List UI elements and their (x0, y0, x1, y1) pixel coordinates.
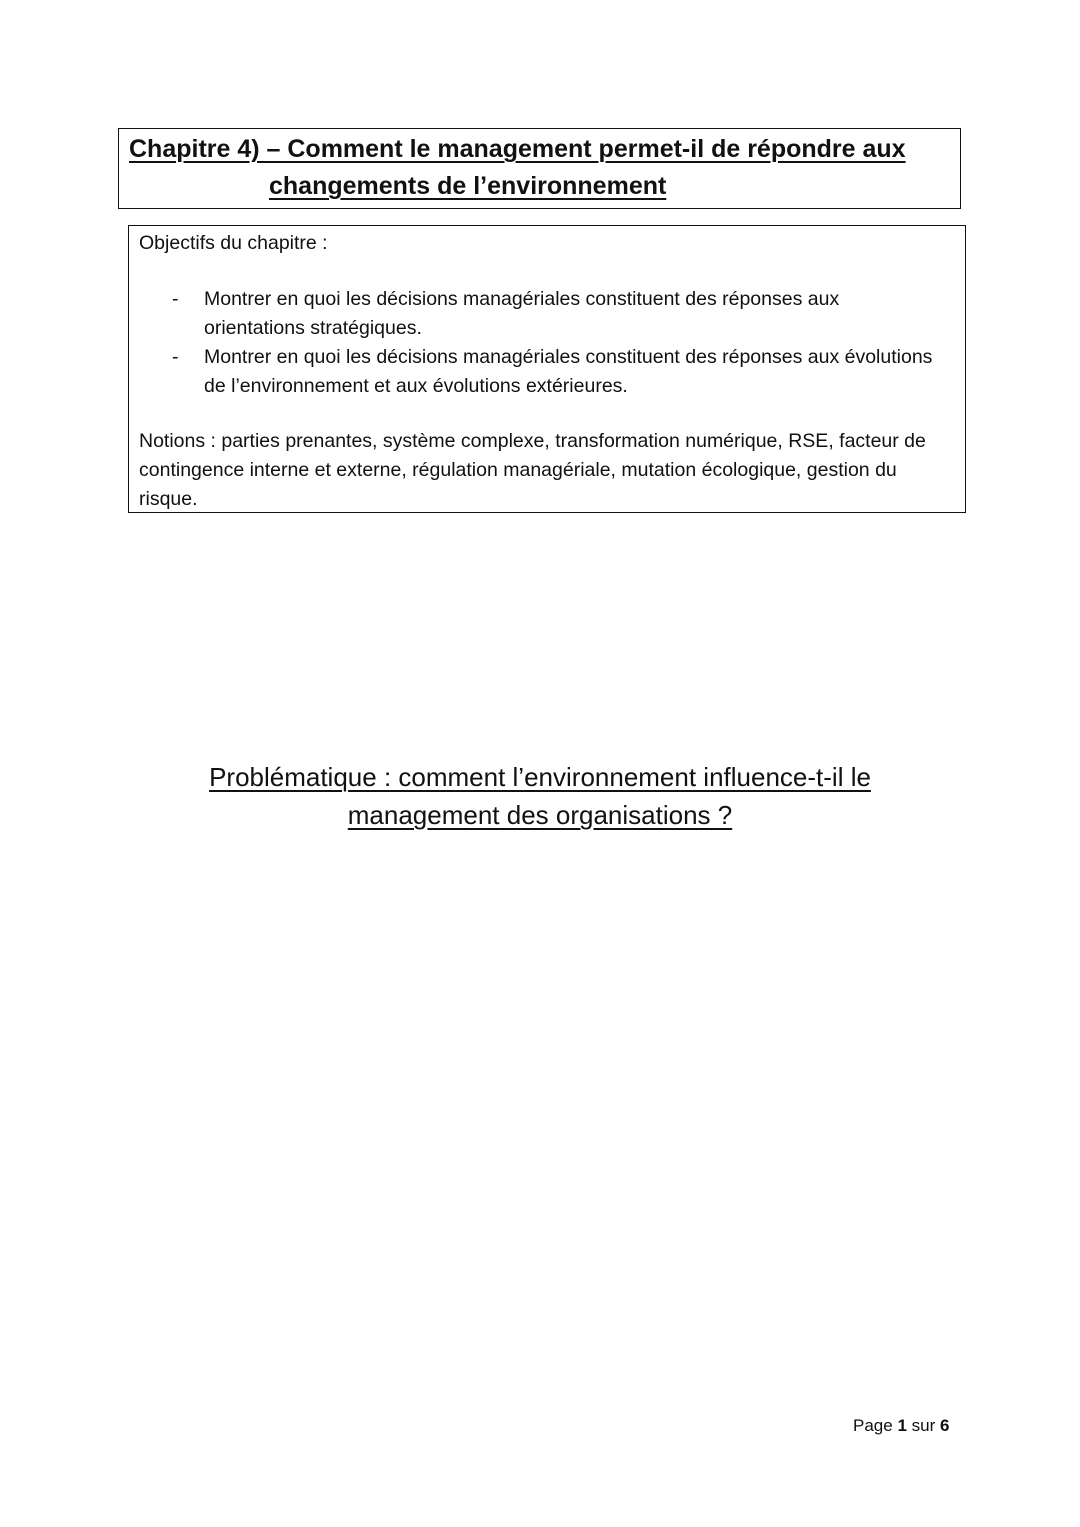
chapter-title-line-2: changements de l’environnement (269, 172, 667, 200)
objective-text: Montrer en quoi les décisions managériales constituent des réponses aux orientations stratégiques. (204, 288, 840, 339)
list-item (129, 343, 965, 401)
problematique (0, 758, 1080, 834)
chapter-title-line-1: Chapitre 4) – Comment le management permet-il de répondre aux (129, 135, 906, 163)
page-current: 1 (897, 1416, 907, 1435)
chapter-title-box (118, 128, 961, 209)
page-middle: sur (906, 1416, 940, 1435)
list-item (129, 285, 965, 343)
objectives-list (129, 285, 965, 401)
objective-text: Montrer en quoi les décisions managériales constituent des réponses aux évolutions de l’environnement et aux évolutions extérieures. (204, 346, 933, 397)
bullet-dash: - (172, 346, 179, 368)
notions-text: Notions : parties prenantes, système complexe, transformation numérique, RSE, facteur de contingence interne et externe, régulation managériale, mutation écologique, gestion du risque. (139, 430, 926, 510)
objectives-heading: Objectifs du chapitre : (139, 232, 328, 254)
page-prefix: Page (853, 1416, 898, 1435)
problematique-line-1: Problématique : comment l’environnement influence-t-il le (209, 762, 871, 792)
problematique-line-2: management des organisations ? (347, 800, 733, 830)
objectives-box (128, 225, 966, 513)
page-number (853, 1416, 949, 1436)
bullet-dash: - (172, 288, 179, 310)
page-total: 6 (939, 1416, 950, 1435)
